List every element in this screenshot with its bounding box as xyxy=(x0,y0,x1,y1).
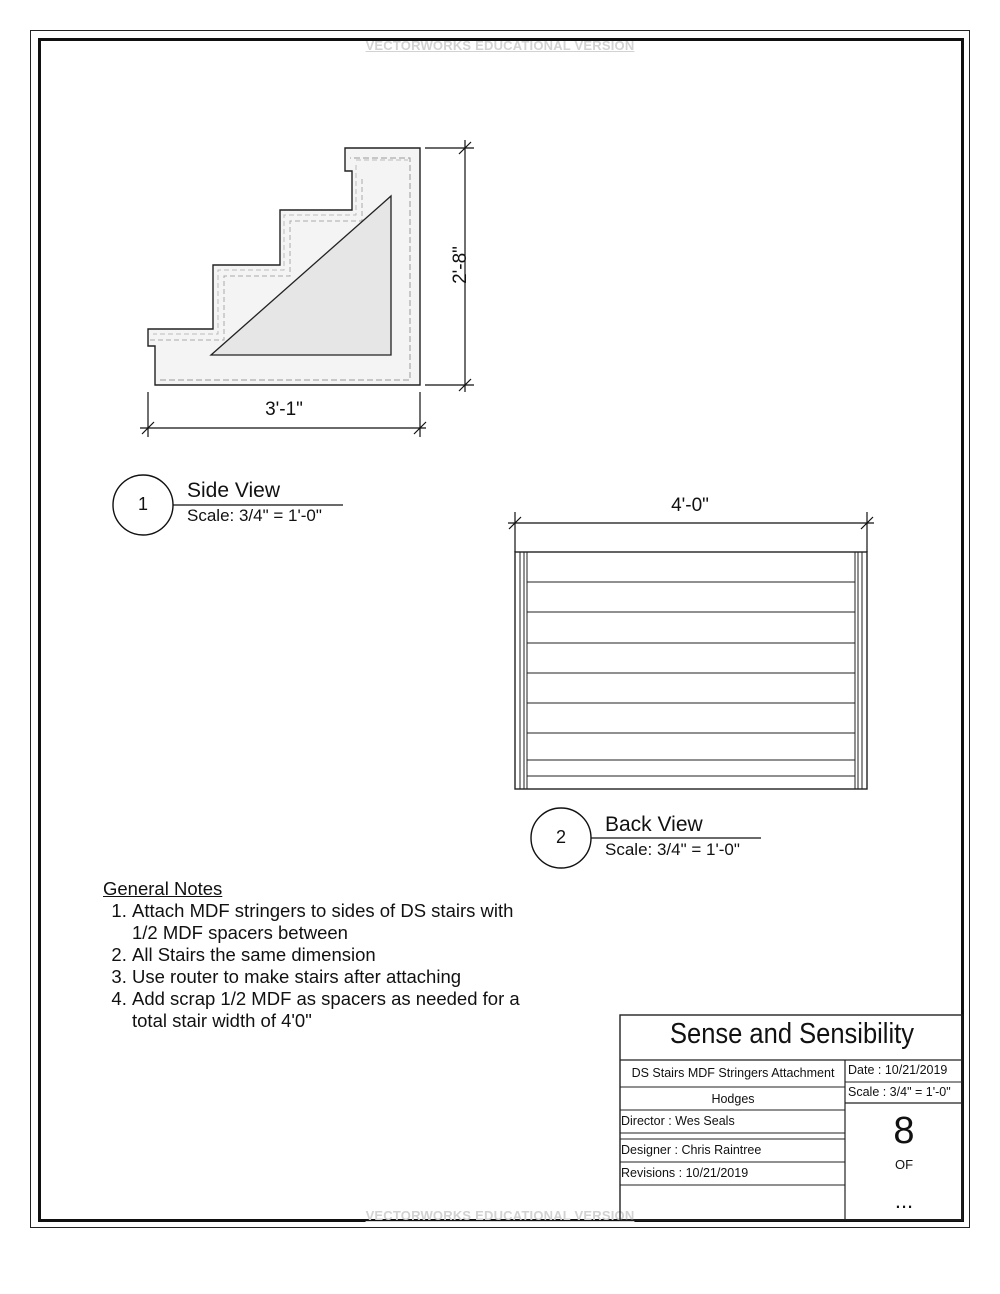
side-view-number: 1 xyxy=(137,494,148,514)
notes-heading: General Notes xyxy=(103,878,223,899)
note-item: 4. Add scrap 1/2 MDF as spacers as needed for a total stair width of 4'0" xyxy=(132,988,523,1032)
note-item: 3. Use router to make stairs after attaching xyxy=(132,966,523,988)
revisions-field: Revisions : 10/21/2019 xyxy=(621,1166,749,1180)
sheet-total: ... xyxy=(894,1188,914,1213)
back-view-scale: Scale: 3/4" = 1'-0" xyxy=(605,840,740,859)
note-item: 2. All Stairs the same dimension xyxy=(132,944,523,966)
sheet-number: 8 xyxy=(893,1110,915,1152)
production-title: Sense and Sensibility xyxy=(669,1018,915,1050)
side-view-width-label: 3'-1" xyxy=(265,399,303,420)
side-view-stringer xyxy=(148,148,420,385)
back-view-panel xyxy=(515,552,867,789)
side-view-scale: Scale: 3/4" = 1'-0" xyxy=(187,506,322,525)
scale-field: Scale : 3/4" = 1'-0" xyxy=(848,1085,951,1099)
venue-field: Hodges xyxy=(711,1092,755,1106)
designer-field: Designer : Chris Raintree xyxy=(621,1143,762,1157)
director-field: Director : Wes Seals xyxy=(621,1114,735,1128)
drawing-title: DS Stairs MDF Stringers Attachment xyxy=(631,1066,835,1080)
back-view-number: 2 xyxy=(555,827,566,847)
back-view-title: Back View xyxy=(605,813,703,836)
side-view-height-label: 2'-8" xyxy=(450,246,471,284)
back-view-width-label: 4'-0" xyxy=(671,495,709,516)
date-field: Date : 10/21/2019 xyxy=(848,1063,948,1077)
note-item: 1. Attach MDF stringers to sides of DS stairs with 1/2 MDF spacers between xyxy=(132,900,523,944)
watermark-top: VECTORWORKS EDUCATIONAL VERSION xyxy=(365,38,635,53)
sheet-of-label: OF xyxy=(894,1157,914,1172)
side-view-title: Side View xyxy=(187,479,281,502)
notes-list xyxy=(103,900,523,1032)
watermark-bottom: VECTORWORKS EDUCATIONAL VERSION xyxy=(365,1208,635,1223)
back-view-width-dimension xyxy=(508,512,874,552)
general-notes xyxy=(103,878,523,1032)
